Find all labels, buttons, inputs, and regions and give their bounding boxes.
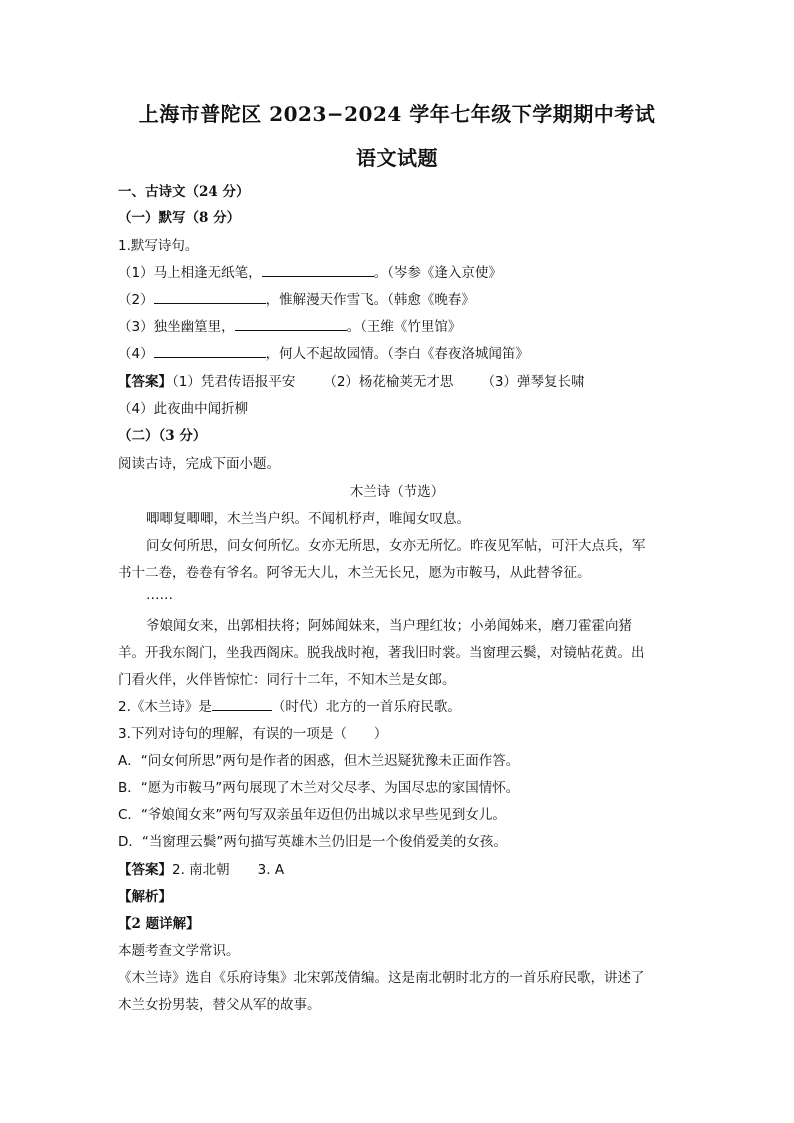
question-text: ，何人不起故园情。（李白《春夜洛城闻笛》 xyxy=(265,346,529,362)
answer-item: （1）凭君传语报平安 xyxy=(172,374,296,390)
option-b: B．“愿为市鞍马”两句展现了木兰对父尽孝、为国尽忠的家国情怀。 xyxy=(118,780,520,796)
option-a: A．“问女何所思”两句是作者的困惑，但木兰迟疑犹豫未正面作答。 xyxy=(118,753,520,769)
answer-blank xyxy=(262,264,374,277)
explanation-line-3: 木兰女扮男装，替父从军的故事。 xyxy=(118,997,321,1013)
question-text: 2.《木兰诗》是 xyxy=(118,699,212,715)
answer-1 xyxy=(118,370,585,390)
answer-tag: 【答案】 xyxy=(118,374,172,390)
answer-blank xyxy=(212,698,272,711)
poem-paragraph-1: 唧唧复唧唧，木兰当户织。不闻机杼声，唯闻女叹息。 xyxy=(146,511,470,527)
answer-1-cont: （4）此夜曲中闻折柳 xyxy=(118,401,249,417)
option-c: C．“爷娘闻女来”两句写双亲虽年迈但仍出城以求早些见到女儿。 xyxy=(118,807,506,823)
question-text: （4） xyxy=(118,346,154,362)
section-heading: 一、古诗文（24 分） xyxy=(118,184,250,200)
reading-instruction: 阅读古诗，完成下面小题。 xyxy=(118,456,280,472)
question-1-3 xyxy=(118,315,461,335)
question-text: （时代）北方的一首乐府民歌。 xyxy=(271,699,461,715)
question-2 xyxy=(118,695,461,715)
poem-paragraph-2-cont: 书十二卷，卷卷有爷名。阿爷无大儿，木兰无长兄，愿为市鞍马，从此替爷征。 xyxy=(118,565,591,581)
question-text: 。（岑参《逢入京使》 xyxy=(373,265,502,281)
answer-blank xyxy=(235,318,347,331)
answer-item: （2）杨花榆荚无才思 xyxy=(323,374,454,390)
answer-item: 2. 南北朝 xyxy=(172,862,230,878)
answer-item: （3）弹琴复长啸 xyxy=(481,374,585,390)
analysis-heading: 【解析】 xyxy=(118,889,172,905)
question-3: 3.下列对诗句的理解，有误的一项是（ ） xyxy=(118,726,388,742)
option-d: D．“当窗理云鬓”两句描写英雄木兰仍旧是一个俊俏爱美的女孩。 xyxy=(118,834,507,850)
question-text: 。（王维《竹里馆》 xyxy=(346,319,462,335)
poem-paragraph-2: 问女何所思，问女何所忆。女亦无所思，女亦无所忆。昨夜见军帖，可汗大点兵，军 xyxy=(146,538,646,554)
poem-paragraph-3: 爷娘闻女来，出郭相扶将；阿姊闻妹来，当户理红妆；小弟闻姊来，磨刀霍霍向猪 xyxy=(146,618,632,634)
question-text: （2） xyxy=(118,292,154,308)
explanation-line-1: 本题考查文学常识。 xyxy=(118,943,240,959)
question-1-4 xyxy=(118,342,529,362)
answer-tag: 【答案】 xyxy=(118,862,172,878)
poem-ellipsis: …… xyxy=(146,587,173,603)
question-1-2 xyxy=(118,288,475,308)
question-text: （1）马上相逢无纸笔， xyxy=(118,265,262,281)
detail-heading: 【2 题详解】 xyxy=(118,916,200,932)
answer-2 xyxy=(118,858,284,878)
question-text: （3）独坐幽篁里， xyxy=(118,319,235,335)
poem-paragraph-3-end: 门看火伴，火伴皆惊忙：同行十二年，不知木兰是女郎。 xyxy=(118,672,456,688)
subsection-heading: （一）默写（8 分） xyxy=(118,210,241,226)
explanation-line-2: 《木兰诗》选自《乐府诗集》北宋郭茂倩编。这是南北朝时北方的一首乐府民歌，讲述了 xyxy=(118,970,645,986)
exam-title: 上海市普陀区 2023−2024 学年七年级下学期期中考试 xyxy=(138,102,656,126)
question-1-1 xyxy=(118,261,502,281)
poem-title: 木兰诗（节选） xyxy=(349,484,445,500)
answer-blank xyxy=(154,291,266,304)
question-1: 1.默写诗句。 xyxy=(118,238,199,254)
exam-subtitle: 语文试题 xyxy=(356,146,438,170)
poem-paragraph-3-cont: 羊。开我东阁门，坐我西阁床。脱我战时袍，著我旧时裳。当窗理云鬓，对镜帖花黄。出 xyxy=(118,645,645,661)
answer-item: 3. A xyxy=(257,862,285,878)
answer-blank xyxy=(154,345,266,358)
question-text: ，惟解漫天作雪飞。（韩愈《晚春》 xyxy=(265,292,475,308)
subsection-heading-2: （二）（3 分） xyxy=(118,428,207,444)
